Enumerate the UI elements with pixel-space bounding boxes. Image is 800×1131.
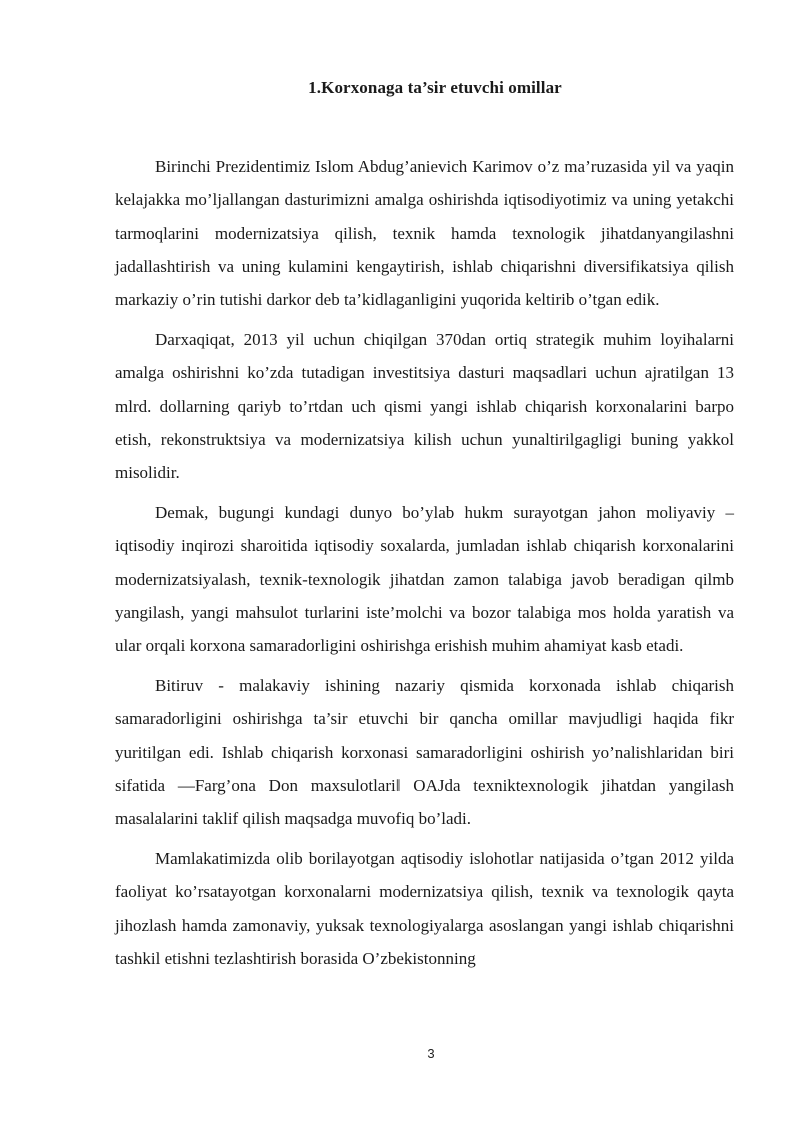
page-number: 3 xyxy=(427,1046,435,1061)
paragraph-1: Birinchi Prezidentimiz Islom Abdug’anievich Karimov o’z ma’ruzasida yil va yaqin kelajakka mo’ljallangan dasturimizni amalga oshirishda iqtisodiyotimiz va uning yetakchi tarmoqlarini modernizatsiya qilish, texnik hamda texnologik jihatdanyangilashni jadallashtirish va uning kulamini kengaytirish, ishlab chiqarishni diversifikatsiya qilish markaziy o’rin tutishi darkor deb ta’kidlaganligini yuqorida keltirib o’tgan edik. xyxy=(115,157,734,310)
paragraph-4: Bitiruv - malakaviy ishining nazariy qismida korxonada ishlab chiqarish samaradorligini oshirishga ta’sir etuvchi bir qancha omillar mavjudligi haqida fikr yuritilgan edi. Ishlab chiqarish korxonasi samaradorligini oshirish yo’nalishlaridan biri sifatida ―Farg’ona Don maxsulotlari‖ OAJda texniktexnologik jihatdan yangilash masalalarini taklif qilish maqsadga muvofiq bo’ladi. xyxy=(115,675,734,829)
body-text xyxy=(115,150,734,982)
paragraph-3: Demak, bugungi kundagi dunyo bo’ylab hukm surayotgan jahon moliyaviy – iqtisodiy inqirozi sharoitida iqtisodiy soxalarda, jumladan ishlab chiqarish korxonalarini modernizatsiyalash, texnik-texnologik jihatdan zamon talabiga javob beradigan qilmb yangilash, yangi mahsulot turlarini iste’molchi va bozor talabiga mos holda yaratish va ular orqali korxona samaradorligini oshirishga erishish muhim ahamiyat kasb etadi. xyxy=(115,502,734,656)
section-title: 1.Korxonaga ta’sir etuvchi omillar xyxy=(308,78,562,97)
paragraph-2: Darxaqiqat, 2013 yil uchun chiqilgan 370dan ortiq strategik muhim loyihalarni amalga oshirishni ko’zda tutadigan investitsiya dasturi maqsadlari uchun ajratilgan 13 mlrd. dollarning qariyb to’rtdan uch qismi yangi ishlab chiqarish korxonalarini barpo etish, rekonstruktsiya va modernizatsiya kilish uchun yunaltirilgagligi buning yakkol misolidir. xyxy=(115,329,734,483)
paragraph-5: Mamlakatimizda olib borilayotgan aqtisodiy islohotlar natijasida o’tgan 2012 yilda faoliyat ko’rsatayotgan korxonalarni modernizatsiya qilish, texnik va texnologik qayta jihozlash hamda zamonaviy, yuksak texnologiyalarga asoslangan yangi ishlab chiqarishni tashkil etishni tezlashtirish borasida O’zbekistonning xyxy=(115,848,734,968)
